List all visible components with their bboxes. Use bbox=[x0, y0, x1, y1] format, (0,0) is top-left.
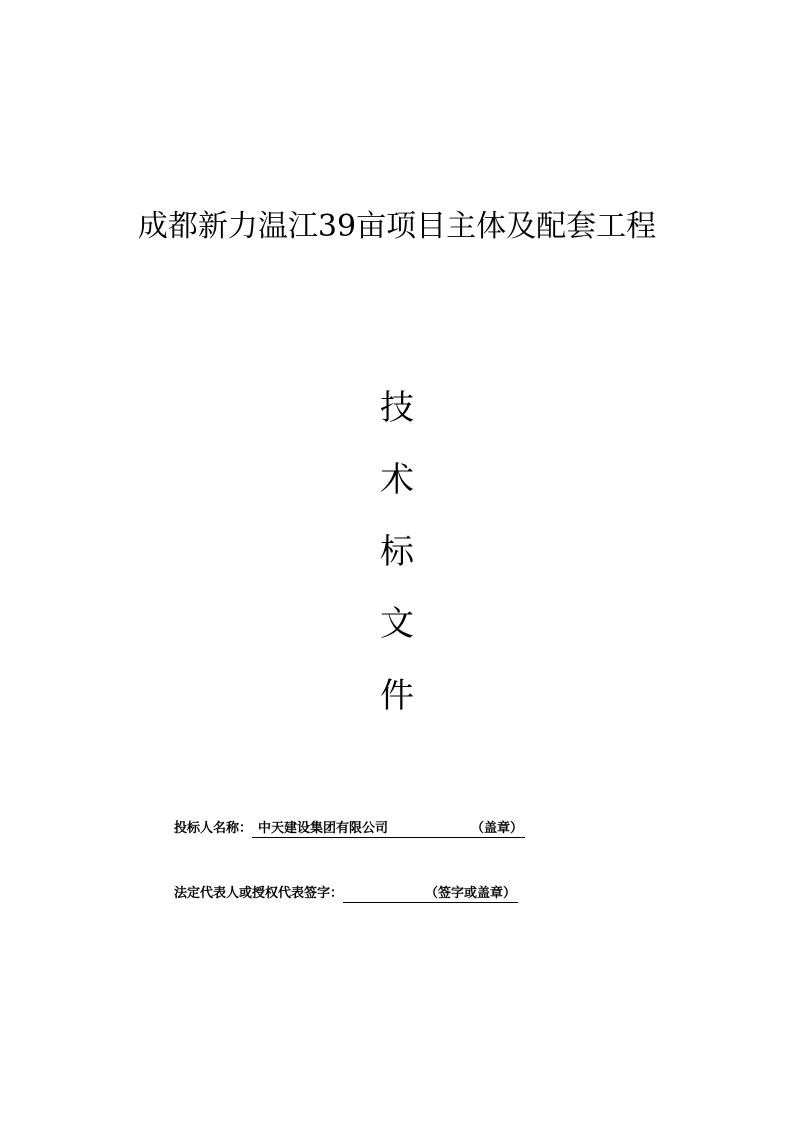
representative-signature-field bbox=[343, 884, 518, 903]
representative-signature-line bbox=[174, 884, 518, 904]
representative-signature-note: （签字或盖章） bbox=[425, 886, 517, 901]
document-type-char: 技 bbox=[380, 388, 414, 428]
document-type-char: 标 bbox=[380, 532, 414, 572]
document-type-char: 术 bbox=[380, 460, 414, 500]
bidder-name-line bbox=[174, 819, 525, 839]
bidder-name-value: 中天建设集团有限公司 bbox=[258, 821, 389, 836]
representative-label: 法定代表人或授权代表签字： bbox=[174, 886, 344, 901]
bidder-name-label: 投标人名称： bbox=[174, 821, 253, 836]
document-type-char: 文 bbox=[380, 604, 414, 644]
bidder-seal-note: （盖章） bbox=[471, 821, 524, 836]
bidder-name-field bbox=[252, 819, 525, 838]
document-type-char: 件 bbox=[380, 676, 414, 716]
project-title: 成都新力温江39亩项目主体及配套工程 bbox=[137, 209, 657, 244]
document-type-heading bbox=[0, 372, 794, 732]
